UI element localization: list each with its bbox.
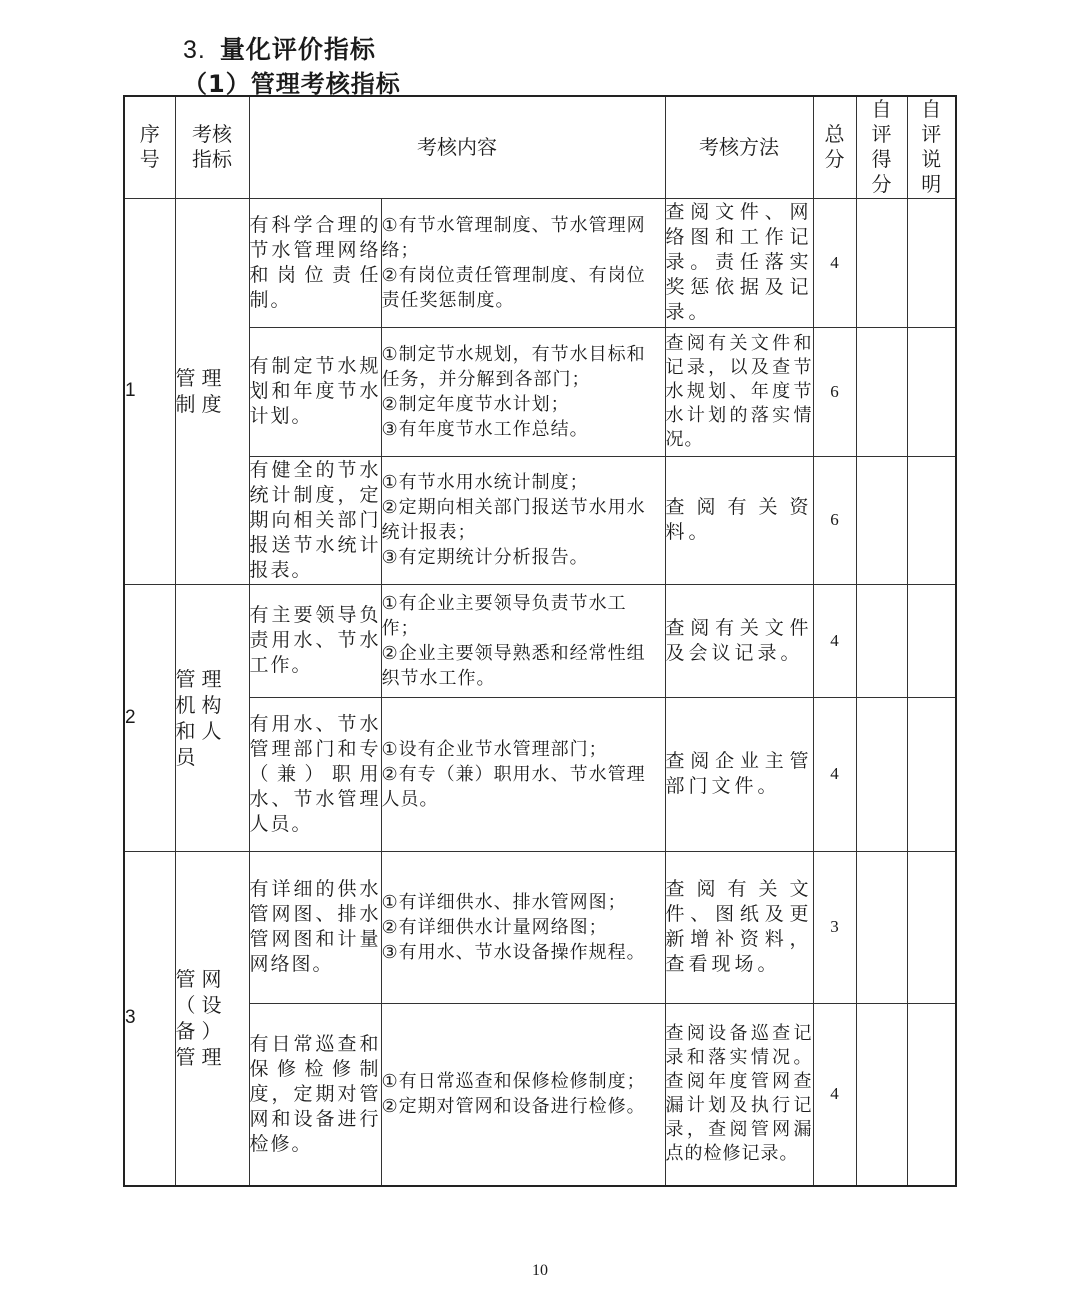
row-requirement: 有详细的供水管网图、排水管网图和计量网络图。 (249, 851, 381, 1003)
row-method: 查阅有关资料。 (665, 456, 813, 584)
self-note-cell[interactable] (907, 198, 956, 327)
management-indicator-table (123, 95, 957, 1187)
row-seq: 2 (124, 584, 175, 851)
subsection-title: （1）管理考核指标 (183, 70, 401, 98)
row-indicator: 管理制度 (175, 198, 249, 584)
self-note-cell[interactable] (907, 851, 956, 1003)
self-note-cell[interactable] (907, 1003, 956, 1186)
content-item: ①有企业主要领导负责节水工作； (381, 592, 627, 639)
row-seq: 3 (124, 851, 175, 1186)
self-score-cell[interactable] (856, 1003, 907, 1186)
header-content: 考核内容 (249, 96, 665, 198)
content-item: ②有岗位责任管理制度、有岗位责任奖惩制度。 (381, 264, 646, 311)
table-row (124, 697, 956, 851)
row-seq: 1 (124, 198, 175, 584)
row-score: 4 (813, 697, 856, 851)
header-total: 总分 (813, 96, 856, 198)
content-item: ②定期向相关部门报送节水用水统计报表； (381, 497, 646, 543)
content-item: ①有节水管理制度、节水管理网络； (381, 214, 646, 261)
row-score: 4 (813, 198, 856, 327)
section-title (183, 30, 376, 66)
row-requirement: 有制定节水规划和年度节水计划。 (249, 327, 381, 456)
header-seq: 序号 (124, 96, 175, 198)
self-score-cell[interactable] (856, 198, 907, 327)
row-requirement: 有日常巡查和保修检修制度，定期对管网和设备进行检修。 (249, 1003, 381, 1186)
content-item: ③有用水、节水设备操作规程。 (381, 941, 646, 963)
table-row (124, 851, 956, 1003)
row-score: 4 (813, 584, 856, 697)
row-content (381, 697, 665, 851)
header-self-score: 自评得分 (856, 96, 907, 198)
content-item: ③有定期统计分析报告。 (381, 547, 589, 568)
content-item: ②定期对管网和设备进行检修。 (381, 1096, 646, 1118)
content-item: ②有详细供水计量网络图； (381, 916, 608, 938)
row-requirement: 有科学合理的节水管理网络和岗位责任制。 (249, 198, 381, 327)
header-method: 考核方法 (665, 96, 813, 198)
self-note-cell[interactable] (907, 327, 956, 456)
self-score-cell[interactable] (856, 851, 907, 1003)
self-score-cell[interactable] (856, 327, 907, 456)
row-method: 查阅企业主管部门文件。 (665, 697, 813, 851)
row-score: 6 (813, 327, 856, 456)
header-self-note: 自评说明 (907, 96, 956, 198)
self-score-cell[interactable] (856, 584, 907, 697)
self-note-cell[interactable] (907, 456, 956, 584)
content-item: ②制定年度节水计划； (381, 393, 570, 415)
row-requirement: 有健全的节水统计制度，定期向相关部门报送节水统计报表。 (249, 456, 381, 584)
row-content (381, 584, 665, 697)
row-score: 4 (813, 1003, 856, 1186)
row-requirement: 有用水、节水管理部门和专（兼）职用水、节水管理人员。 (249, 697, 381, 851)
content-item: ①设有企业节水管理部门； (381, 738, 608, 760)
self-score-cell[interactable] (856, 697, 907, 851)
table-row (124, 327, 956, 456)
row-method: 查阅设备巡查记录和落实情况。查阅年度管网查漏计划及执行记录，查阅管网漏点的检修记录。 (665, 1003, 813, 1186)
row-content (381, 456, 665, 584)
header-indicator: 考核指标 (175, 96, 249, 198)
row-method: 查阅文件、网络图和工作记录。责任落实奖惩依据及记录。 (665, 198, 813, 327)
table-header-row (124, 96, 956, 198)
self-note-cell[interactable] (907, 584, 956, 697)
row-content (381, 327, 665, 456)
content-item: ①制定节水规划，有节水目标和任务，并分解到各部门； (381, 343, 646, 390)
row-indicator: 管理机构和人员 (175, 584, 249, 851)
row-method: 查阅有关文件和记录，以及查节水规划、年度节水计划的落实情况。 (665, 327, 813, 456)
content-item: ①有详细供水、排水管网图； (381, 891, 627, 913)
table-row (124, 1003, 956, 1186)
content-item: ②有专（兼）职用水、节水管理人员。 (381, 763, 646, 810)
row-indicator: 管网（设备）管理 (175, 851, 249, 1186)
content-item: ②企业主要领导熟悉和经常性组织节水工作。 (381, 642, 646, 689)
table-row (124, 456, 956, 584)
content-item: ①有日常巡查和保修检修制度； (381, 1071, 646, 1093)
row-content (381, 1003, 665, 1186)
table-row (124, 198, 956, 327)
row-method: 查阅有关文件、图纸及更新增补资料，查看现场。 (665, 851, 813, 1003)
table-row (124, 584, 956, 697)
row-score: 6 (813, 456, 856, 584)
content-item: ③有年度节水工作总结。 (381, 418, 589, 440)
page-number: 10 (532, 1262, 548, 1279)
row-method: 查阅有关文件及会议记录。 (665, 584, 813, 697)
section-number: 3. (183, 36, 206, 64)
section-title-text: 量化评价指标 (219, 35, 376, 64)
row-content (381, 851, 665, 1003)
self-score-cell[interactable] (856, 456, 907, 584)
row-score: 3 (813, 851, 856, 1003)
row-content (381, 198, 665, 327)
row-requirement: 有主要领导负责用水、节水工作。 (249, 584, 381, 697)
self-note-cell[interactable] (907, 697, 956, 851)
content-item: ①有节水用水统计制度； (381, 472, 589, 493)
